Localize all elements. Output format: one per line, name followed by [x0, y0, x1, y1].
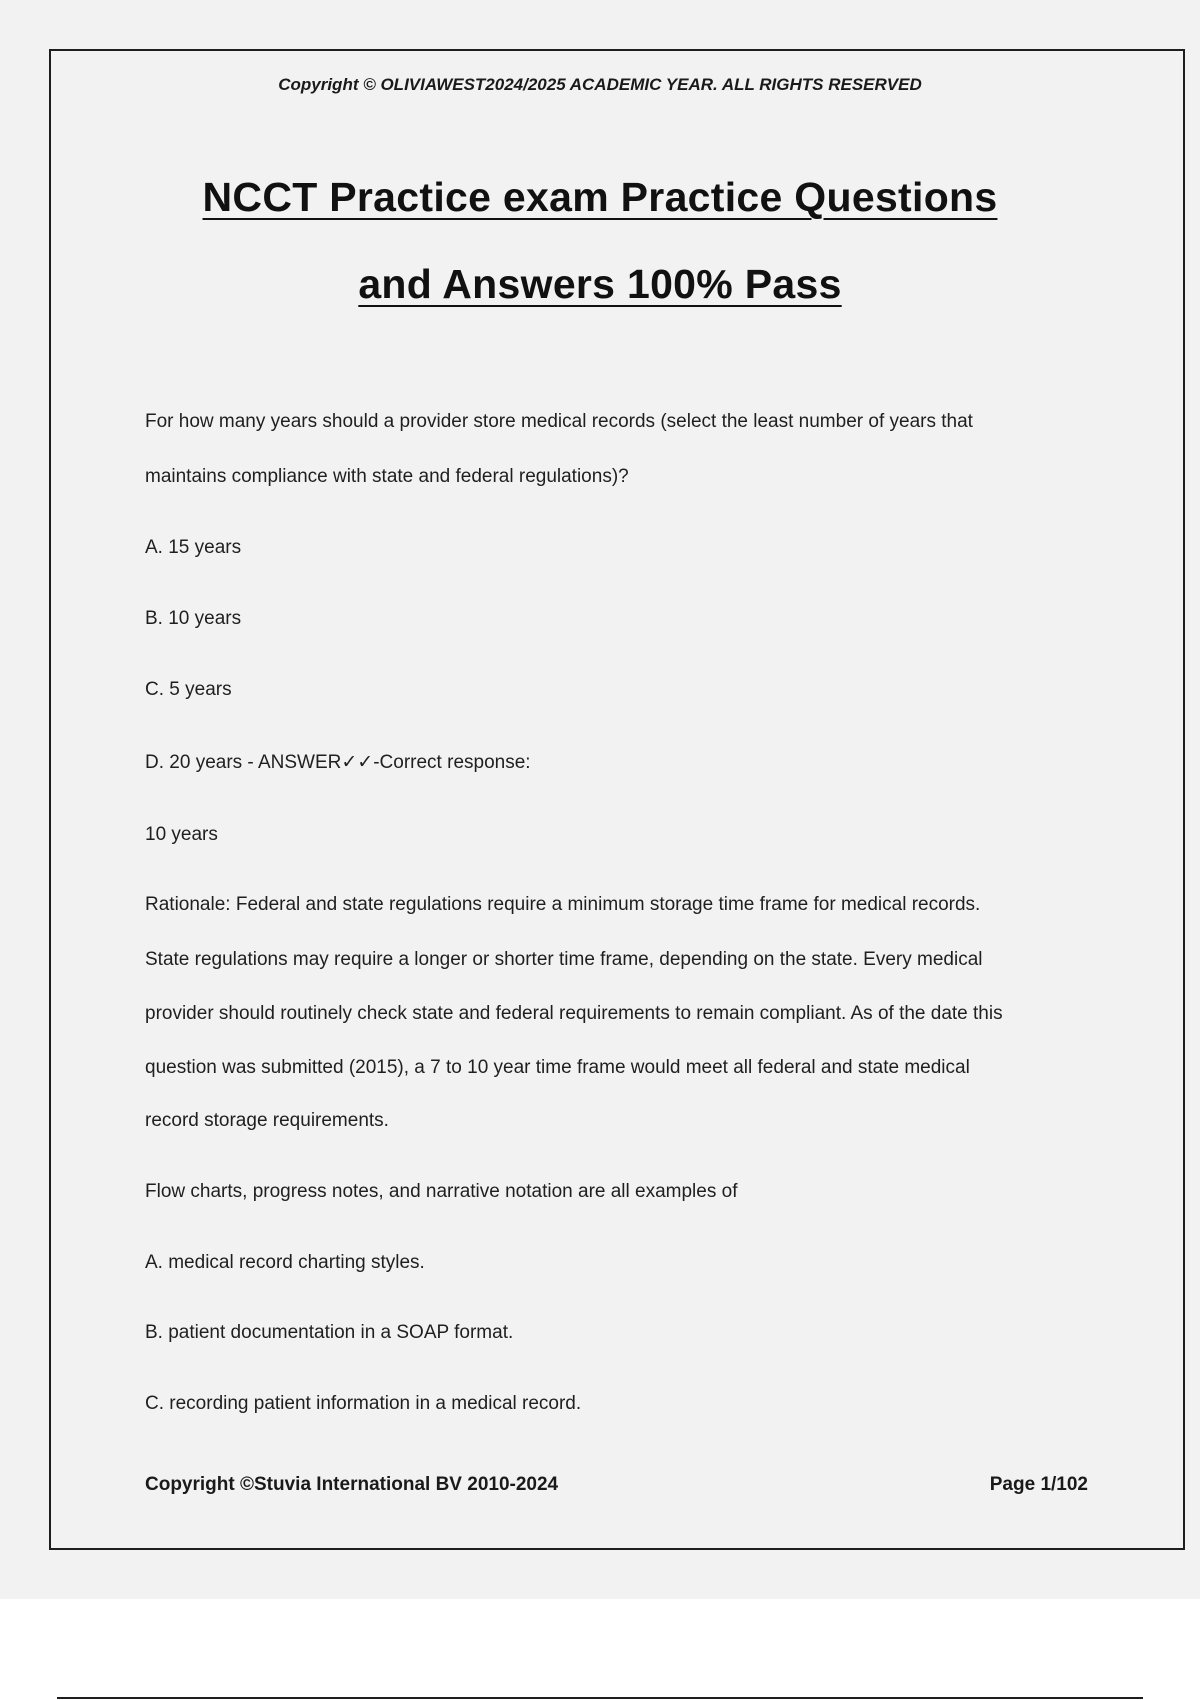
footer-copyright: Copyright ©Stuvia International BV 2010-2024 — [145, 1474, 559, 1495]
question-1-rationale-line-5: record storage requirements. — [145, 1110, 389, 1131]
question-2-option-c: C. recording patient information in a medical record. — [145, 1393, 582, 1414]
document-title-line-2: and Answers 100% Pass — [358, 261, 842, 307]
document-title-line-1: NCCT Practice exam Practice Questions — [202, 174, 998, 220]
question-1-prompt-line-2: maintains compliance with state and federal regulations)? — [145, 466, 629, 487]
question-1-option-d: D. 20 years - ANSWER✓✓-Correct response: — [145, 752, 531, 773]
question-1-option-a: A. 15 years — [145, 537, 242, 558]
next-page-border — [57, 1697, 1143, 1699]
question-2-prompt-line-1: Flow charts, progress notes, and narrative notation are all examples of — [145, 1181, 738, 1202]
question-1-rationale-line-1: Rationale: Federal and state regulations require a minimum storage time frame for medical records. — [145, 894, 981, 915]
question-1-option-c: C. 5 years — [145, 679, 232, 700]
page-number: Page 1/102 — [989, 1474, 1088, 1495]
question-1-rationale-line-2: State regulations may require a longer or shorter time frame, depending on the state. Every medical — [145, 949, 983, 970]
question-1-rationale-line-3: provider should routinely check state and federal requirements to remain compliant. As of the date this — [145, 1003, 1003, 1024]
question-1-rationale-line-4: question was submitted (2015), a 7 to 10 year time frame would meet all federal and state medical — [145, 1057, 970, 1078]
question-1-prompt-line-1: For how many years should a provider store medical records (select the least number of years that — [145, 411, 973, 432]
header-copyright: Copyright © OLIVIAWEST2024/2025 ACADEMIC YEAR. ALL RIGHTS RESERVED — [278, 75, 922, 94]
question-1-answer: 10 years — [145, 824, 218, 845]
question-2-option-a: A. medical record charting styles. — [145, 1252, 425, 1273]
question-2-option-b: B. patient documentation in a SOAP format. — [145, 1322, 514, 1343]
question-1-option-b: B. 10 years — [145, 608, 242, 629]
